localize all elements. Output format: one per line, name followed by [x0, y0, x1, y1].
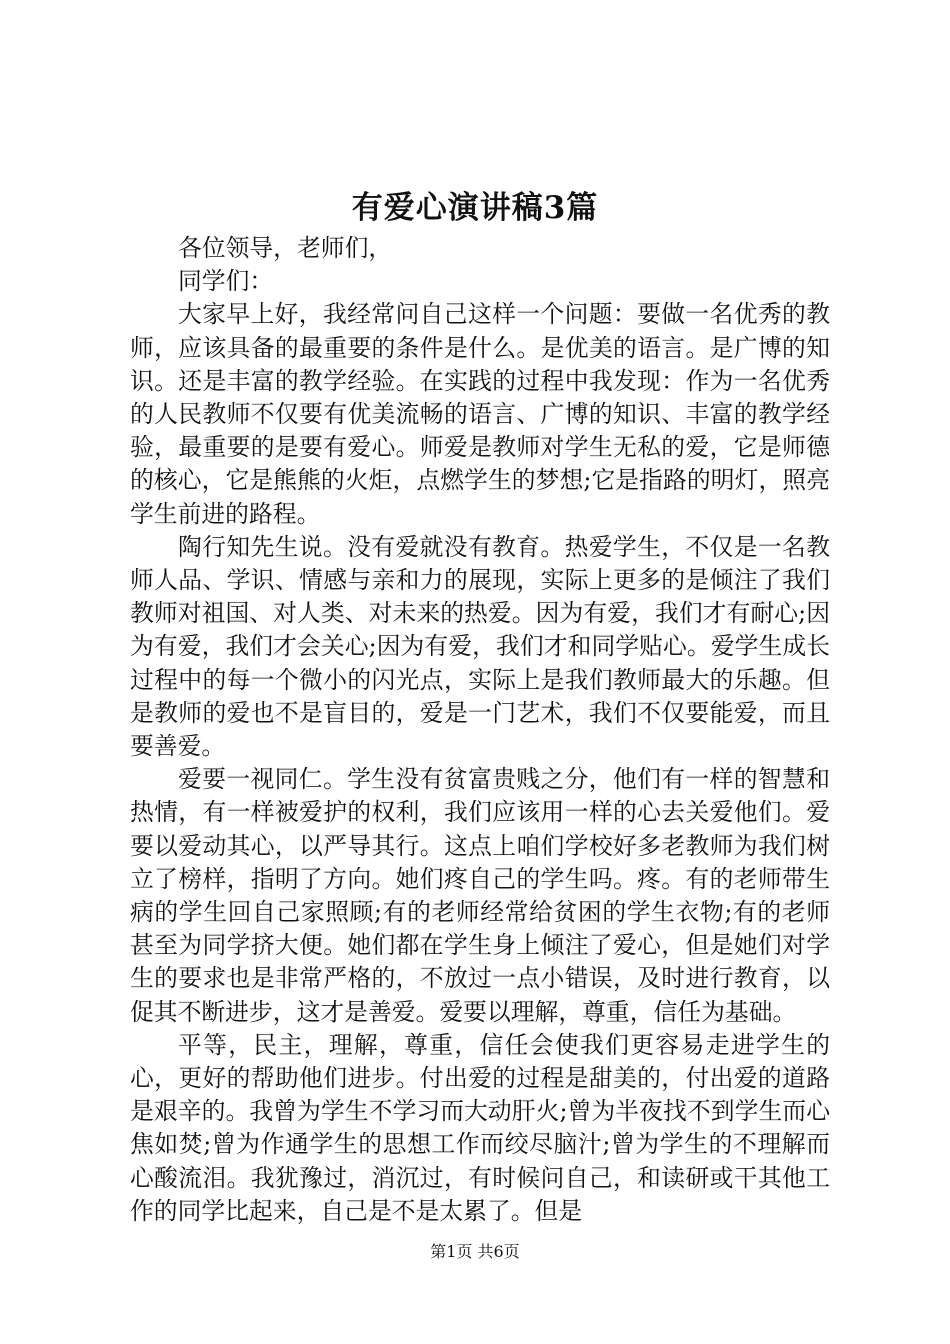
document-body — [130, 232, 830, 1228]
document-title: 有爱心演讲稿3篇 — [351, 190, 599, 226]
paragraph-greeting-students: 同学们： — [178, 267, 274, 296]
paragraph-4: 平等，民主，理解，尊重，信任会使我们更容易走进学生的心，更好的帮助他们进步。付出爱的过程是甜美的，付出爱的道路是艰辛的。我曾为学生不学习而大动肝火;曾为半夜找不到学生而心焦如焚;曾为作通学生的思想工作而绞尽脑汁;曾为学生的不理解而心酸流泪。我犹豫过，消沉过，有时候问自己，和读研或干其他工作的同学比起来，自己是不是太累了。但是 — [130, 1030, 830, 1225]
paragraph-1: 大家早上好，我经常问自己这样一个问题：要做一名优秀的教师，应该具备的最重要的条件是什么。是优美的语言。是广博的知识。还是丰富的教学经验。在实践的过程中我发现：作为一名优秀的人民教师不仅要有优美流畅的语言、广博的知识、丰富的教学经验，最重要的是要有爱心。师爱是教师对学生无私的爱，它是师德的核心，它是熊熊的火炬，点燃学生的梦想;它是指路的明灯，照亮学生前进的路程。 — [130, 300, 830, 528]
paragraph-3: 爱要一视同仁。学生没有贫富贵贱之分，他们有一样的智慧和热情，有一样被爱护的权利，我们应该用一样的心去关爱他们。爱要以爱动其心，以严导其行。这点上咱们学校好多老教师为我们树立了榜样，指明了方向。她们疼自己的学生吗。疼。有的老师带生病的学生回自己家照顾;有的老师经常给贫困的学生衣物;有的老师甚至为同学挤大便。她们都在学生身上倾注了爱心，但是她们对学生的要求也是非常严格的，不放过一点小错误，及时进行教育，以促其不断进步，这才是善爱。爱要以理解，尊重，信任为基础。 — [130, 765, 830, 1026]
paragraph-greeting: 各位领导，老师们， — [178, 234, 393, 262]
paragraph-2: 陶行知先生说。没有爱就没有教育。热爱学生，不仅是一名教师人品、学识、情感与亲和力的展现，实际上更多的是倾注了我们教师对祖国、对人类、对未来的热爱。因为有爱，我们才有耐心;因为有爱，我们才会关心;因为有爱，我们才和同学贴心。爱学生成长过程中的每一个微小的闪光点，实际上是我们教师最大的乐趣。但是教师的爱也不是盲目的，爱是一门艺术，我们不仅要能爱，而且要善爱。 — [130, 532, 830, 761]
page-footer: 第1页 共6页 — [430, 1242, 520, 1261]
